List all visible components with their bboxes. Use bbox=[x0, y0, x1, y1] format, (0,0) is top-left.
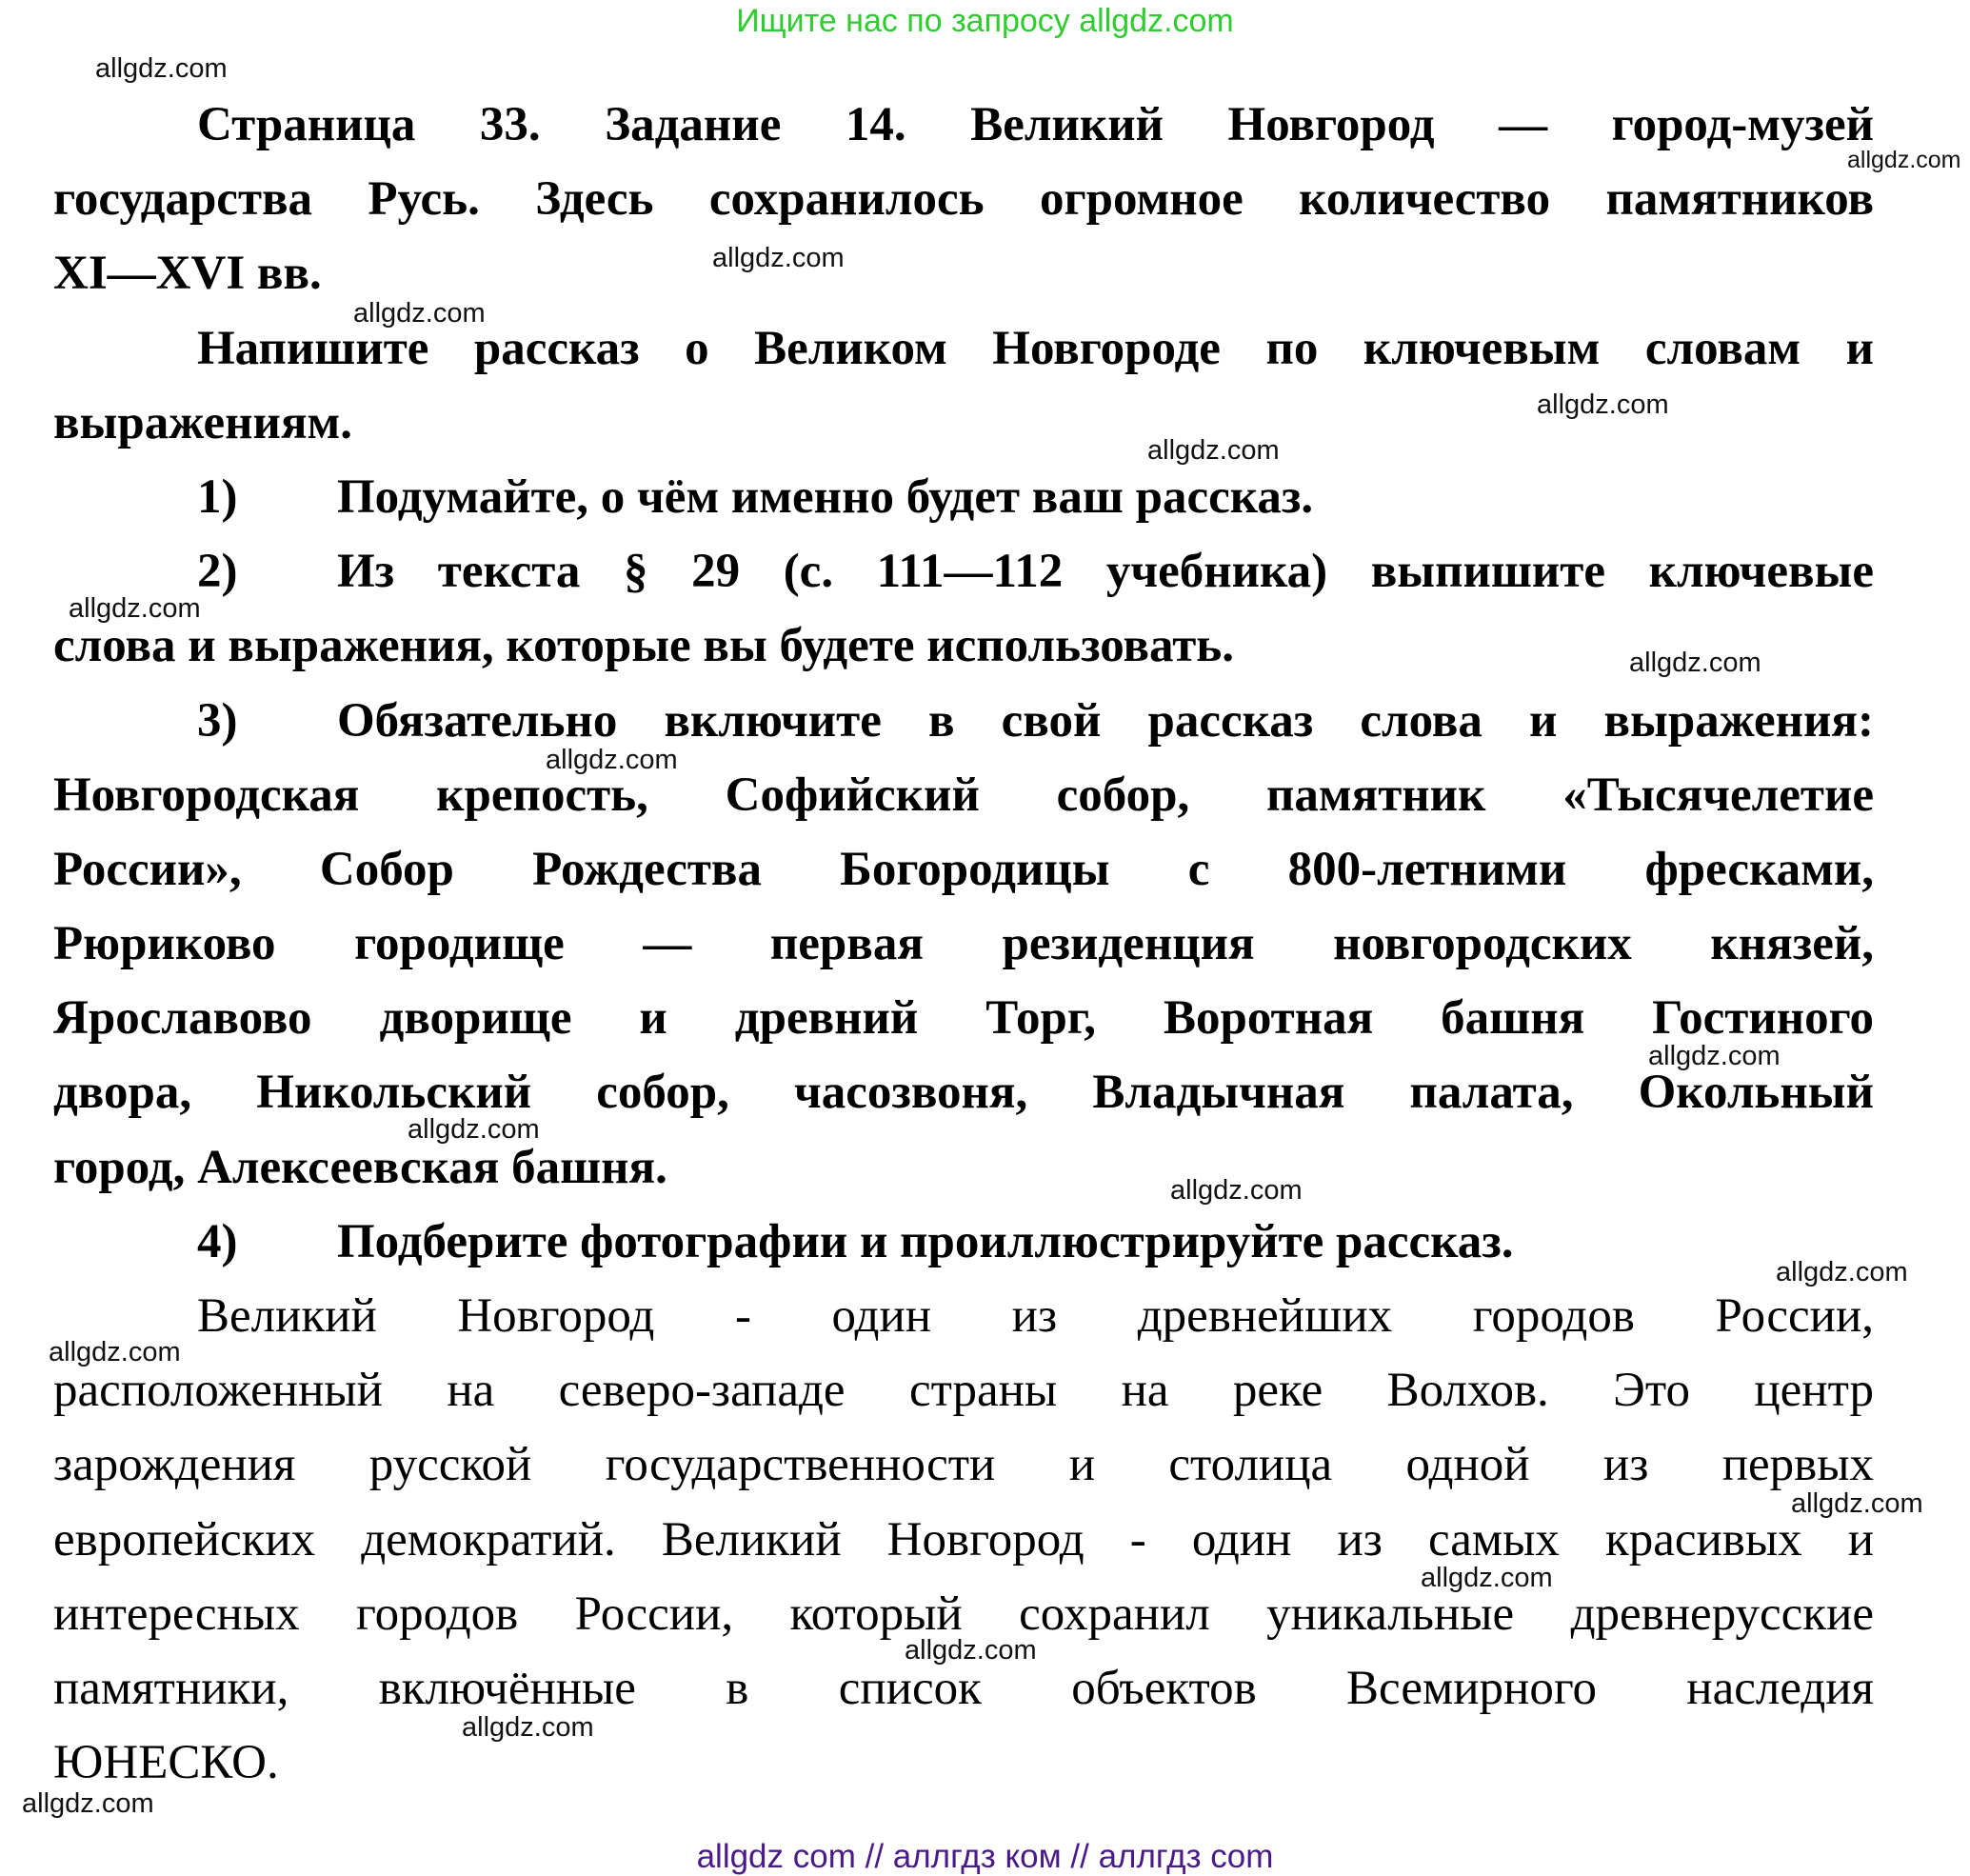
answer-line: интересных городов России, который сохранил уникальные древнерусские bbox=[53, 1587, 1874, 1641]
step-text-continued: России», Собор Рождества Богородицы с 800-летними фресками, bbox=[53, 842, 1874, 896]
watermark: allgdz.com bbox=[1648, 1041, 1781, 1071]
watermark: allgdz.com bbox=[49, 1337, 181, 1367]
answer-line: европейских демократий. Великий Новгород - один из самых красивых и bbox=[53, 1512, 1874, 1567]
step-4 bbox=[53, 1205, 1874, 1279]
watermark: allgdz.com bbox=[1847, 147, 1961, 173]
task-instruction-line: выражениям. bbox=[53, 395, 353, 449]
watermark: allgdz.com bbox=[1170, 1175, 1303, 1206]
answer-line: расположенный на северо-западе страны на реке Волхов. Это центр bbox=[53, 1364, 1874, 1418]
watermark: allgdz.com bbox=[546, 745, 678, 775]
task-title-line: Страница 33. Задание 14. Великий Новгород — город-музей bbox=[197, 98, 1874, 151]
watermark: allgdz.com bbox=[69, 593, 201, 624]
step-number: 3) bbox=[197, 693, 238, 748]
watermark: allgdz.com bbox=[1537, 389, 1669, 420]
step-text-continued: слова и выражения, которые вы будете использовать. bbox=[53, 619, 1234, 673]
watermark: allgdz.com bbox=[1791, 1488, 1923, 1519]
watermark: allgdz.com bbox=[1147, 435, 1280, 466]
answer-line: памятники, включённые в список объектов Всемирного наследия bbox=[53, 1661, 1874, 1715]
watermark: allgdz.com bbox=[353, 298, 486, 329]
step-2 bbox=[53, 534, 1874, 609]
watermark: allgdz.com bbox=[712, 243, 845, 273]
watermark: allgdz.com bbox=[22, 1788, 154, 1819]
step-text-continued: Ярославово дворище и древний Торг, Воротная башня Гостиного bbox=[53, 991, 1874, 1046]
task-text-line: государства Русь. Здесь сохранилось огромное количество памятников bbox=[53, 172, 1874, 227]
step-text-continued: Новгородская крепость, Софийский собор, памятник «Тысячелетие bbox=[53, 768, 1874, 822]
step-text: Обязательно включите в свой рассказ слова и выражения: bbox=[337, 693, 1874, 748]
step-1 bbox=[53, 460, 1874, 534]
task-content bbox=[53, 88, 1874, 1800]
watermark: allgdz.com bbox=[1421, 1563, 1553, 1593]
step-number: 2) bbox=[197, 545, 238, 599]
footer-links[interactable]: allgdz com // аллгдз ком // аллгдз com bbox=[696, 1838, 1274, 1875]
answer-line: Великий Новгород - один из древнейших городов России, bbox=[197, 1289, 1874, 1343]
answer-line: зарождения русской государственности и столица одной из первых bbox=[53, 1438, 1874, 1492]
task-text-line: XI—XVI вв. bbox=[53, 247, 322, 301]
step-number: 1) bbox=[197, 469, 238, 524]
task-instruction-line: Напишите рассказ о Великом Новгороде по ключевым словам и bbox=[197, 321, 1874, 375]
step-3 bbox=[53, 684, 1874, 758]
watermark: allgdz.com bbox=[462, 1712, 594, 1743]
step-text-continued: город, Алексеевская башня. bbox=[53, 1140, 667, 1194]
step-number: 4) bbox=[197, 1214, 238, 1268]
step-text-continued: Рюриково городище — первая резиденция новгородских князей, bbox=[53, 917, 1874, 971]
watermark: allgdz.com bbox=[1629, 648, 1761, 678]
step-text: Подберите фотографии и проиллюстрируйте рассказ. bbox=[337, 1214, 1514, 1268]
step-text: Из текста § 29 (с. 111—112 учебника) выпишите ключевые bbox=[337, 545, 1874, 599]
watermark: allgdz.com bbox=[408, 1114, 540, 1145]
step-text: Подумайте, о чём именно будет ваш рассказ. bbox=[337, 469, 1314, 524]
answer-line: ЮНЕСКО. bbox=[53, 1736, 279, 1790]
watermark: allgdz.com bbox=[95, 53, 228, 84]
step-text-continued: двора, Никольский собор, часозвоня, Владычная палата, Окольный bbox=[53, 1066, 1874, 1120]
top-banner[interactable]: Ищите нас по запросу allgdz.com bbox=[736, 3, 1234, 39]
watermark: allgdz.com bbox=[905, 1635, 1037, 1666]
watermark: allgdz.com bbox=[1776, 1257, 1908, 1287]
